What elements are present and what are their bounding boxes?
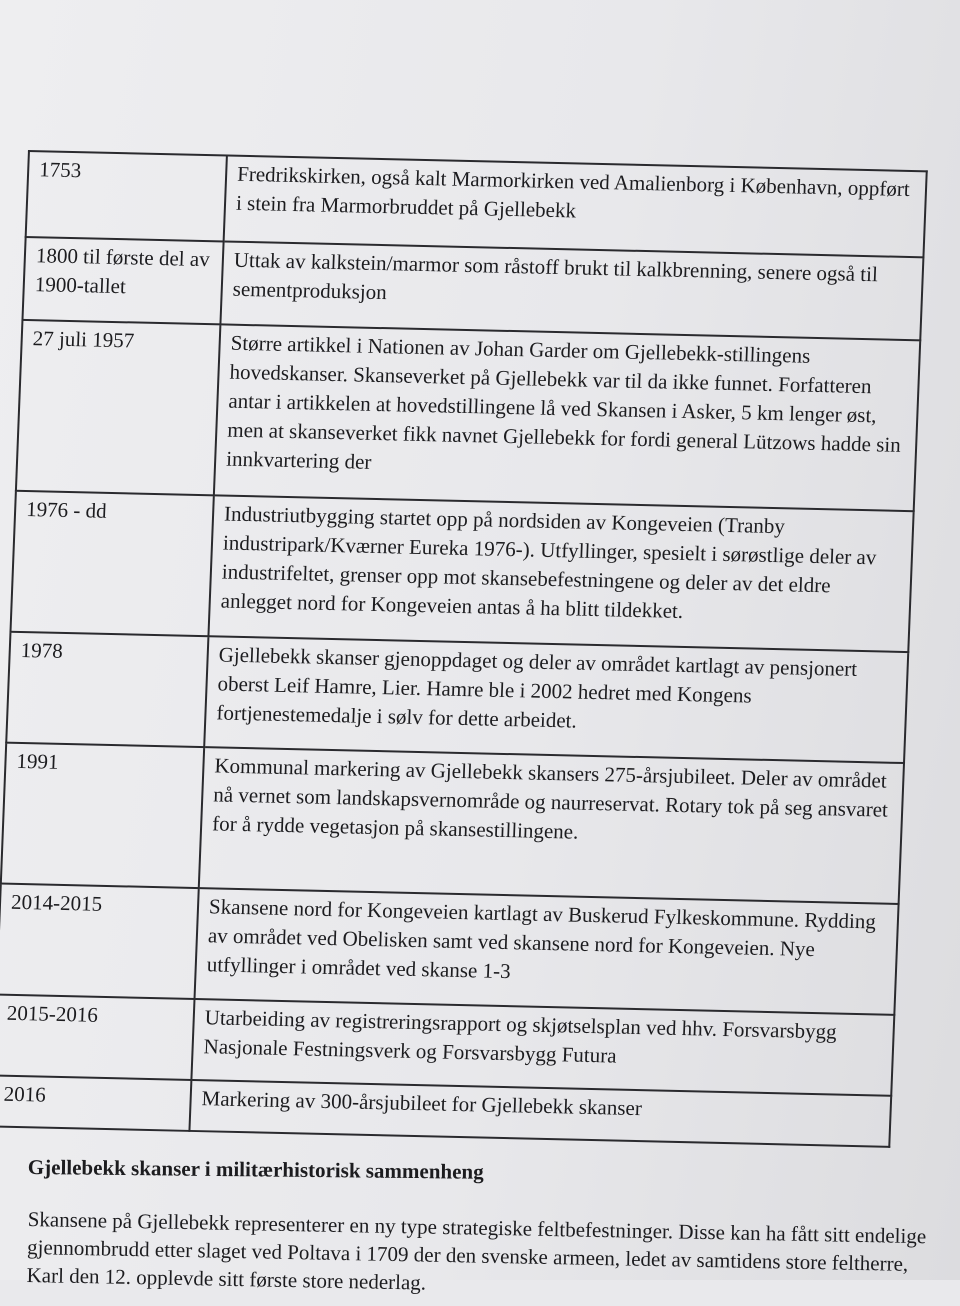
table-row [1, 743, 904, 904]
table-row [0, 884, 899, 1015]
year-cell: 2015-2016 [0, 995, 195, 1080]
year-cell: 1991 [1, 743, 204, 888]
table-row [6, 632, 908, 763]
description-cell: Skansene nord for Kongeveien kartlagt av Buskerud Fylkeskommune. Rydding av området ved Obelisken samt ved skansene nord for Kongeveien. Nye utfyllinger i området ved skanse 1-3 [195, 888, 899, 1015]
table-row [10, 491, 913, 652]
year-cell: 1800 til første del av 1900-tallet [22, 237, 223, 324]
description-cell: Gjellebekk skanser gjenoppdaget og deler av området kartlagt av pensjonert oberst Leif Hamre, Lier. Hamre ble i 2002 hedret med Kongens fortjenestemedalje i sølv for dette arbeidet. [204, 636, 908, 763]
description-cell: Markering av 300-årsjubileet for Gjellebekk skanser [189, 1080, 891, 1147]
year-cell: 1976 - dd [10, 491, 213, 636]
year-cell: 2014-2015 [0, 884, 199, 999]
section-paragraph: Skansene på Gjellebekk representerer en ny type strategiske feltbefestninger. Disse kan ha fått sitt endelige gjennombrudd etter slaget ved Poltava i 1709 der den svenske armeen, ledet av samtidens store feltherre, Karl den 12. opplevde sitt første store nederlag. [26, 1206, 927, 1295]
description-cell: Utarbeiding av registreringsrapport og skjøtselsplan ved hhv. Forsvarsbygg Nasjonale Festningsverk og Forsvarsbygg Futura [191, 999, 894, 1096]
year-cell: 1978 [6, 632, 208, 747]
year-cell: 1753 [26, 151, 227, 241]
table-row [16, 320, 920, 511]
description-cell: Industriutbygging startet opp på nordsiden av Kongeveien (Tranby industripark/Kværner Eureka 1976-). Utfyllinger, spesielt i sørøstlige deler av industrifeltet, grenser opp mot skansebefestningene og deler av det eldre anlegget nord for Kongeveien antas å ha blitt tildekket. [208, 495, 913, 652]
section-heading: Gjellebekk skanser i militærhistorisk sammenheng [27, 1155, 484, 1184]
year-cell: 2016 [0, 1075, 191, 1130]
year-cell: 27 juli 1957 [16, 320, 221, 495]
description-cell: Større artikkel i Nationen av Johan Garder om Gjellebekk-stillingens hovedskanser. Skanseverket på Gjellebekk var til da ikke funnet. Forfatteren antar i artikkelen at hovedstillingene lå ved Skansen i Asker, 5 km lenger øst, men at skanseverket fikk navnet Gjellebekk for fordi general Lützows hadde sin innkvartering der [214, 324, 920, 511]
chronology-table [0, 150, 928, 1148]
description-cell: Fredrikskirken, også kalt Marmorkirken ved Amalienborg i København, oppført i stein fra Marmorbruddet på Gjellebekk [224, 156, 927, 258]
description-cell: Uttak av kalkstein/marmor som råstoff brukt til kalkbrenning, senere også til sementproduksjon [220, 241, 923, 340]
description-cell: Kommunal markering av Gjellebekk skansers 275-årsjubileet. Deler av området nå vernet som landskapsvernområde og naurreservat. Rotary tok på seg ansvaret for å rydde vegetasjon på skansestillingene. [199, 747, 904, 904]
